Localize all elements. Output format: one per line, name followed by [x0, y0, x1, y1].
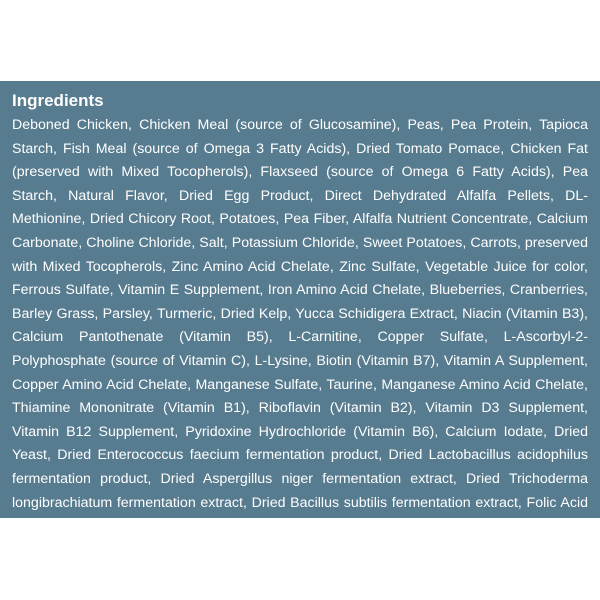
ingredients-list-text: Deboned Chicken, Chicken Meal (source of Glucosamine), Peas, Pea Protein, Tapioca Starch, Fish Meal (source of Omega 3 Fatty Acids), Dried Tomato Pomace, Chicken Fat (preserved with Mixed Tocopherols), Flaxseed (source of Omega 6 Fatty Acids), Pea Starch, Natural Flavor, Dried Egg Product, Direct Dehydrated Alfalfa Pellets, DL-Methionine, Dried Chicory Root, Potatoes, Pea Fiber, Alfalfa Nutrient Concentrate, Calcium Carbonate, Choline Chloride, Salt, Potassium Chloride, Sweet Potatoes, Carrots, preserved with Mixed Tocopherols, Zinc Amino Acid Chelate, Zinc Sulfate, Vegetable Juice for color, Ferrous Sulfate, Vitamin E Supplement, Iron Amino Acid Chelate, Blueberries, Cranberries, Barley Grass, Parsley, Turmeric, Dried Kelp, Yucca Schidigera Extract, Niacin (Vitamin B3), Calcium Pantothenate (Vitamin B5), L-Carnitine, Copper Sulfate, L-Ascorbyl-2-Polyphosphate (source of Vitamin C), L-Lysine, Biotin (Vitamin B7), Vitamin A Supplement, Copper Amino Acid Chelate, Manganese Sulfate, Taurine, Manganese Amino Acid Chelate, Thiamine Mononitrate (Vitamin B1), Riboflavin (Vitamin B2), Vitamin D3 Supplement, Vitamin B12 Supplement, Pyridoxine Hydrochloride (Vitamin B6), Calcium Iodate, Dried Yeast, Dried Enterococcus faecium fermentation product, Dried Lactobacillus acidophilus fermentation product, Dried Aspergillus niger fermentation extract, Dried Trichoderma longibrachiatum fermentation extract, Dried Bacillus subtilis fermentation extract, Folic Acid (Vitamin B9), Sodium Selenite, Oil of Rosemary.: [12, 117, 588, 535]
ingredients-panel: [0, 81, 600, 535]
ingredients-title: Ingredients: [12, 91, 104, 110]
